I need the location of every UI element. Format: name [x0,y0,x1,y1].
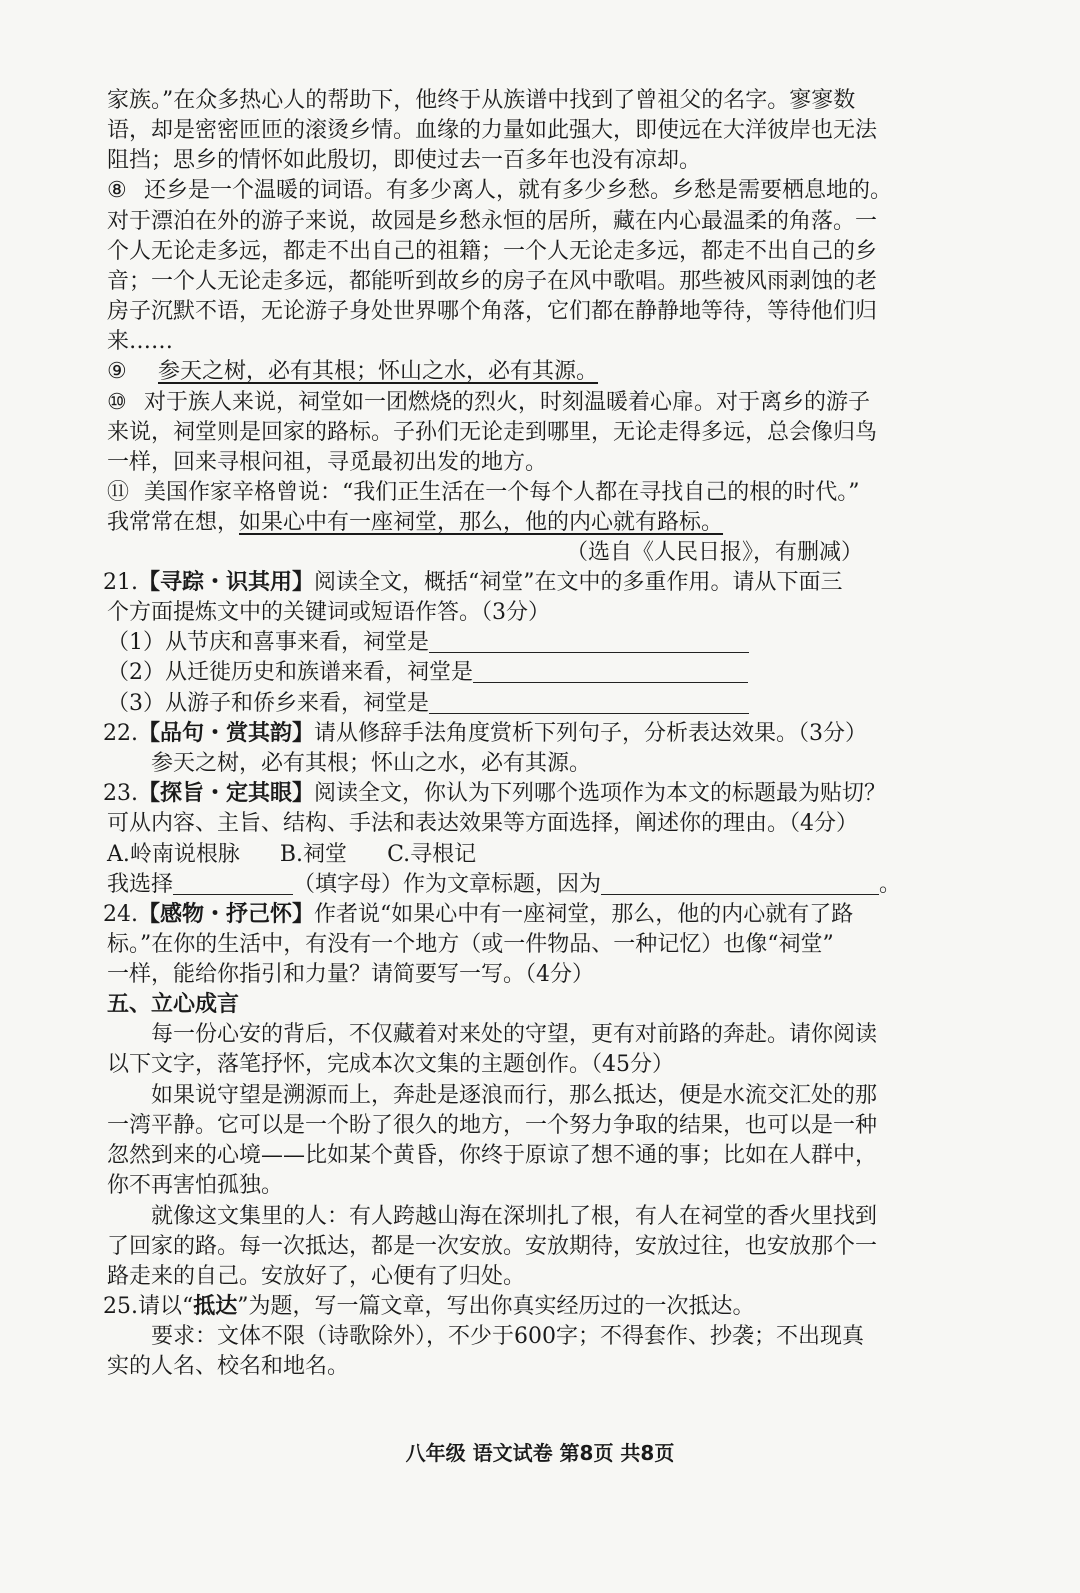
question-tag: 【品句・赏其韵】 [138,721,315,746]
question-text: 个方面提炼文中的关键词或短语作答。（3分） [107,600,550,625]
material-line: 忽然到来的心境——比如某个黄昏，你终于原谅了想不通的事；比如在人群中， [107,1143,878,1168]
question-24 [103,900,853,930]
paragraph-number: ⑧ [107,178,127,203]
question-text: 25.请以“ [103,1294,194,1319]
question-21 [103,568,843,598]
passage-line: 家族。”在众多热心人的帮助下，他终于从族谱中找到了曾祖父的名字。寥寥数 [107,88,856,113]
passage-text: 我常常在想， [107,510,240,535]
question-number: 24. [103,902,138,927]
question-text: 可从内容、主旨、结构、手法和表达效果等方面选择，阐述你的理由。（4分） [107,811,858,836]
option-b: B.祠堂 [279,842,348,867]
question-text: 阅读全文，概括“祠堂”在文中的多重作用。请从下面三 [314,570,843,595]
passage-line: 来…… [107,329,174,354]
intro-line: 以下文字，落笔抒怀，完成本次文集的主题创作。（45分） [107,1052,674,1077]
essay-topic: 抵达 [193,1294,238,1319]
fill-text: 我选择 [107,872,174,897]
answer-blank[interactable] [173,872,293,895]
question-tag: 【寻踪・识其用】 [138,570,315,595]
question-text: 请从修辞手法角度赏析下列句子，分析表达效果。（3分） [314,721,868,746]
passage-line: 房子沉默不语，无论游子身处世界哪个角落，它们都在静静地等待，等待他们归 [107,299,878,324]
question-text: 作者说“如果心中有一座祠堂，那么，他的内心就有了路 [314,902,854,927]
subquestion-text: （1）从节庆和喜事来看，祠堂是 [107,630,429,655]
passage-text: 对于族人来说，祠堂如一团燃烧的烈火，时刻温暖着心扉。对于离乡的游子 [144,390,871,415]
source-note: （选自《人民日报》，有删减） [566,540,864,565]
material-line: 路走来的自己。安放好了，心便有了归处。 [107,1264,526,1289]
question-25 [103,1292,755,1322]
question-22 [103,719,867,749]
intro-line: 每一份心安的背后，不仅藏着对来处的守望，更有对前路的奔赴。请你阅读 [151,1022,878,1047]
fill-text: 。 [879,872,902,897]
subquestion-3 [107,689,749,719]
material-line: 了回家的路。每一次抵达，都是一次安放。安放期待，安放过往，也安放那个一 [107,1234,878,1259]
paragraph-10 [107,388,870,418]
passage-line: 个人无论走多远，都走不出自己的祖籍；一个人无论走多远，都走不出自己的乡 [107,239,878,264]
section-title: 五、立心成言 [107,992,240,1017]
question-23 [103,779,886,809]
paragraph-9 [107,357,598,387]
underlined-sentence: 如果心中有一座祠堂，那么，他的内心就有路标。 [239,510,724,535]
question-text: ”为题，写一篇文章，写出你真实经历过的一次抵达。 [237,1294,755,1319]
subquestion-2 [107,658,748,688]
page-footer: 八年级 语文试卷 第8页 共8页 [405,1441,675,1465]
material-line: 一湾平静。它可以是一个盼了很久的地方，一个努力争取的结果，也可以是一种 [107,1113,878,1138]
question-tag: 【感物・抒己怀】 [138,902,315,927]
question-number: 23. [103,781,138,806]
answer-blank[interactable] [429,691,749,714]
option-a: A.岭南说根脉 [107,842,240,867]
requirement-line: 实的人名、校名和地名。 [107,1354,350,1379]
question-text: 一样，能给你指引和力量？请简要写一写。（4分） [107,962,594,987]
fill-text: （填字母）作为文章标题，因为 [293,872,602,897]
subquestion-1 [107,628,749,658]
question-tag: 【探旨・定其眼】 [138,781,315,806]
paragraph-8 [107,176,892,206]
paragraph-number: ⑩ [107,390,127,415]
passage-text: 美国作家辛格曾说：“我们正生活在一个每个人都在寻找自己的根的时代。” [144,480,860,505]
passage-text: 还乡是一个温暖的词语。有多少离人，就有多少乡愁。乡愁是需要栖息地的。 [144,178,893,203]
passage-line: 语，却是密密匝匝的滚烫乡情。血缘的力量如此强大，即使远在大洋彼岸也无法 [107,118,878,143]
subquestion-text: （3）从游子和侨乡来看，祠堂是 [107,691,429,716]
question-text: 标。”在你的生活中，有没有一个地方（或一件物品、一种记忆）也像“祠堂” [107,932,834,957]
passage-line: 音；一个人无论走多远，都能听到故乡的房子在风中歌唱。那些被风雨剥蚀的老 [107,269,878,294]
answer-blank[interactable] [429,630,749,653]
subquestion-text: （2）从迁徙历史和族谱来看，祠堂是 [107,660,473,685]
passage-line: 阻挡；思乡的情怀如此殷切，即使过去一百多年也没有凉却。 [107,148,702,173]
passage-line: 来说，祠堂则是回家的路标。子孙们无论走到哪里，无论走得多远，总会像归鸟 [107,420,878,445]
passage-line: 对于漂泊在外的游子来说，故园是乡愁永恒的居所，藏在内心最温柔的角落。一 [107,209,878,234]
quoted-sentence: 参天之树，必有其根；怀山之水，必有其源。 [151,751,592,776]
material-line: 你不再害怕孤独。 [107,1173,284,1198]
paragraph-11 [107,478,860,508]
answer-blank[interactable] [601,872,879,895]
question-number: 21. [103,570,138,595]
fill-row [107,870,901,900]
material-line: 就像这文集里的人：有人跨越山海在深圳扎了根，有人在祠堂的香火里找到 [151,1204,878,1229]
answer-blank[interactable] [473,660,748,683]
passage-line [107,508,723,538]
option-c: C.寻根记 [387,842,477,867]
question-text: 阅读全文，你认为下列哪个选项作为本文的标题最为贴切？ [314,781,887,806]
passage-line: 一样，回来寻根问祖，寻觅最初出发的地方。 [107,450,548,475]
paragraph-number: ⑨ [107,359,127,384]
paragraph-number: ⑪ [107,480,130,505]
material-line: 如果说守望是溯源而上，奔赴是逐浪而行，那么抵达，便是水流交汇处的那 [151,1083,878,1108]
underlined-sentence: 参天之树，必有其根；怀山之水，必有其源。 [158,359,599,384]
requirement-line: 要求：文体不限（诗歌除外），不少于600字；不得套作、抄袭；不出现真 [151,1324,864,1349]
question-number: 22. [103,721,138,746]
options-row [107,840,476,870]
